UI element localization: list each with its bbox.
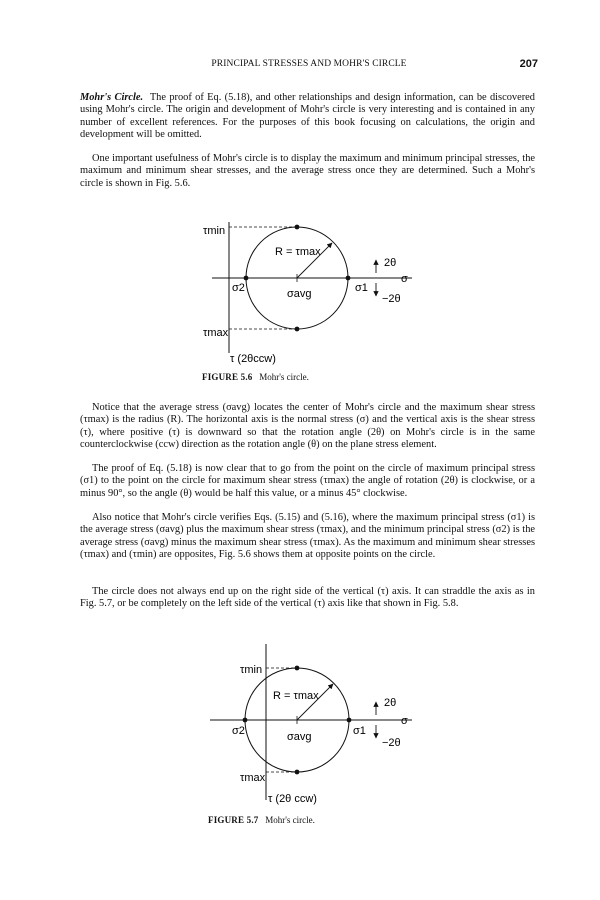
sigma-avg-label: σavg [287,288,312,300]
minus-2theta-label: −2θ [382,737,401,749]
tau-max-label: τmax [240,772,266,784]
paragraph-usefulness: One important usefulness of Mohr's circle is to display the maximum and minimum principal stresses, the maximum and minimum shear stresses, and the average stress once they are determined. Such a Mohr's circle is shown in Fig. 5.6. [80,153,535,189]
caption-text: Mohr's circle. [265,815,315,825]
tau-min-label: τmin [240,664,263,676]
minus-2theta-label: −2θ [382,293,401,305]
paragraph-circle-position: The circle does not always end up on the right side of the vertical (τ) axis. It can straddle the axis as in Fig. 5.7, or be completely on the left side of the vertical (τ) axis like that shown in Fig. 5.8. [80,586,535,610]
running-title: PRINCIPAL STRESSES AND MOHR'S CIRCLE [211,59,407,69]
paragraph-also-notice: Also notice that Mohr's circle verifies Eqs. (5.15) and (5.16), where the maximum principal stress (σ1) is the average stress (σavg) plus the maximum shear stress (τmax), and the minimum principal stress (σ2) is the average stress (σavg) minus the maximum shear stress (τmax). As the maximum and minimum shear stresses (τmax) and (τmin) are opposites, Fig. 5.6 shows them at opposite points on the circle. [80,512,535,560]
sigma1-label: σ1 [353,725,366,737]
radius-label: R = τmax [275,246,321,258]
plus-2theta-label: 2θ [384,257,397,269]
tau-axis-label: τ (2θccw) [230,353,276,365]
caption-label: FIGURE 5.6 [202,372,253,382]
run-in-heading: Mohr's Circle. [80,92,144,103]
sigma2-point [243,718,248,723]
paragraph-text: The proof of Eq. (5.18), and other relationships and design information, can be discovered using Mohr's circle. The origin and development of Mohr's circle is very interesting and is contained in any number of excellent references. For the purposes of this book focusing on calculations, the origin and development will be omitted. [80,92,535,140]
caption-text: Mohr's circle. [259,372,309,382]
tau-axis-label: τ (2θ ccw) [268,793,317,805]
page-number: 207 [519,58,538,70]
sigma-avg-label: σavg [287,731,312,743]
tau-max-label: τmax [203,327,229,339]
paragraph-notice: Notice that the average stress (σavg) locates the center of Mohr's circle and the maximum shear stress (τmax) is the radius (R). The horizontal axis is the normal stress (σ) and the vertical axis is the shear stress (τ), where positive (τ) is downward so that the rotation angle (2θ) on Mohr's circle is in the same counterclockwise (ccw) direction as the rotation angle (θ) on the plane stress element. [80,402,535,450]
sigma-axis-label: σ [401,273,408,285]
sigma2-label: σ2 [232,725,245,737]
sigma1-label: σ1 [355,282,368,294]
caption-label: FIGURE 5.7 [208,815,259,825]
radius-label: R = τmax [273,690,319,702]
plus-2theta-label: 2θ [384,697,397,709]
sigma-axis-label: σ [401,715,408,727]
tau-max-point [295,770,300,775]
sigma1-point [347,718,352,723]
tau-min-point [295,666,300,671]
tau-min-label: τmin [203,225,226,237]
paragraph-proof: The proof of Eq. (5.18) is now clear that to go from the point on the circle of maximum principal stress (σ1) to the point on the circle for maximum shear stress (τmax) the angle of rotation (2θ) is clockwise, or a minus 90°, so the angle (θ) would be half this value, or a minus 45° clockwise. [80,463,535,499]
figure-5-7-caption [208,815,315,825]
sigma2-label: σ2 [232,282,245,294]
